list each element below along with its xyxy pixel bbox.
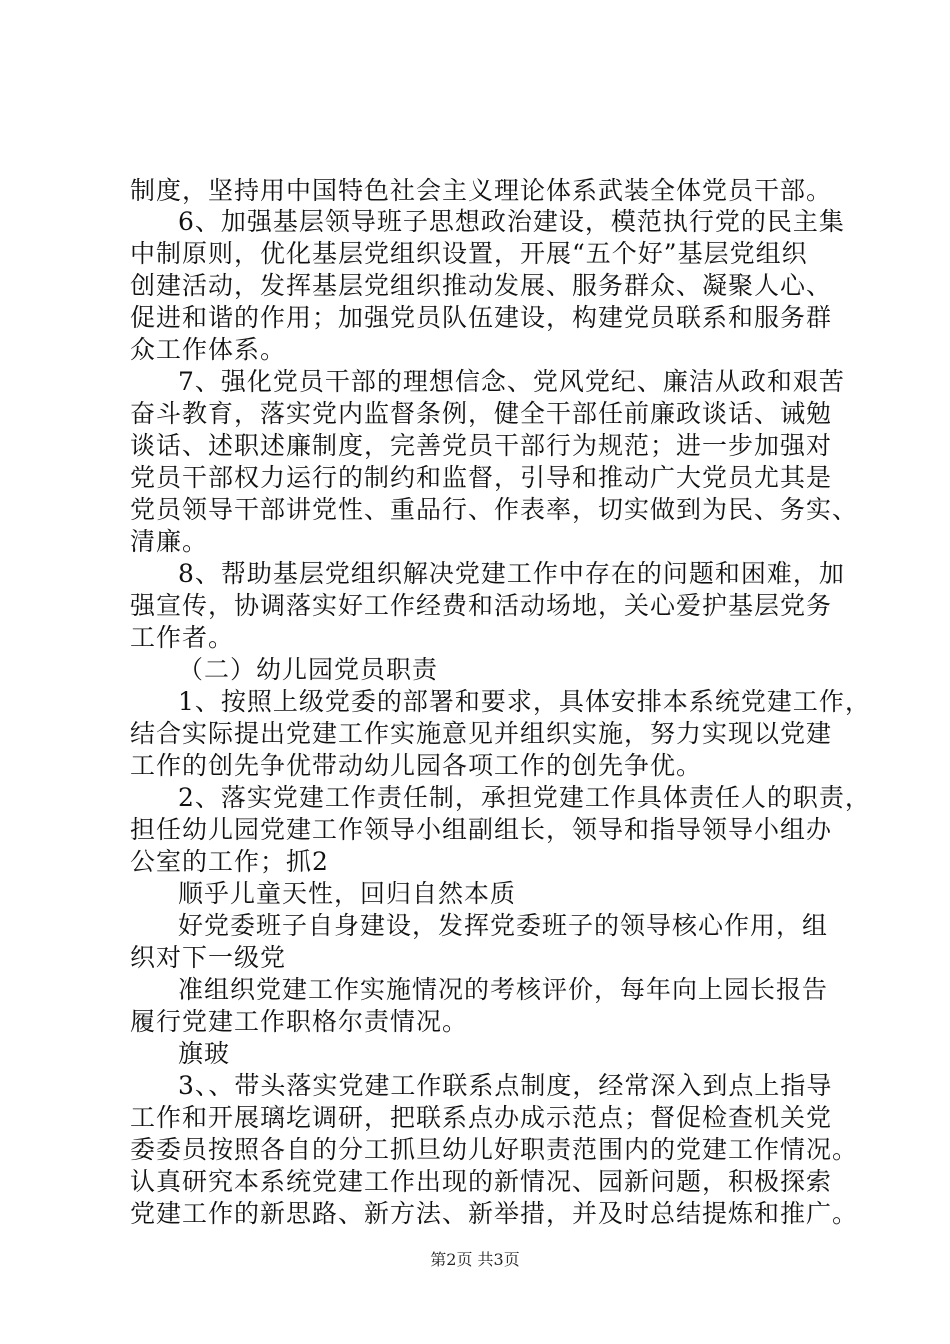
text-line: 党建工作的新思路、新方法、新举措，并及时总结提炼和推广。 <box>130 1199 859 1228</box>
text-line: 众工作体系。 <box>130 335 287 364</box>
inserted-slogan-line: 顺乎儿童天性，回归自然本质 <box>178 879 517 908</box>
text-line: 奋斗教育，落实党内监督条例，健全干部任前廉政谈话、诫勉 <box>130 399 833 428</box>
text-line: 认真研究本系统党建工作出现的新情况、园新问题，积极探索 <box>130 1167 833 1196</box>
text-line: 党员干部权力运行的制约和监督，引导和推动广大党员尤其是 <box>130 463 833 492</box>
text-line: 清廉。 <box>130 527 209 556</box>
text-line: 委委员按照各自的分工抓旦幼儿好职责范围内的党建工作情况。 <box>130 1135 859 1164</box>
text-line: 工作和开展璃圪调研，把联系点办成示范点；督促检查机关党 <box>130 1103 833 1132</box>
text-line: 中制原则，优化基层党组织设置，开展“五个好”基层党组织 <box>130 239 808 268</box>
text-line: 工作的创先争优带动幼儿园各项工作的创先争优。 <box>130 751 703 780</box>
text-line: 3、、带头落实党建工作联系点制度，经常深入到点上指导 <box>178 1071 833 1100</box>
text-line: 7、强化党员干部的理想信念、党风党纪、廉洁从政和艰苦 <box>178 367 845 396</box>
text-line: 好党委班子自身建设，发挥党委班子的领导核心作用，组 <box>178 911 829 940</box>
text-line: 制度，坚持用中国特色社会主义理论体系武装全体党员干部。 <box>130 176 833 205</box>
text-line: 强宣传，协调落实好工作经费和活动场地，关心爱护基层党务 <box>130 591 833 620</box>
text-line: 促进和谐的作用；加强党员队伍建设，构建党员联系和服务群 <box>130 303 833 332</box>
text-line: 工作者。 <box>130 623 235 652</box>
text-line: 8、帮助基层党组织解决党建工作中存在的问题和困难，加 <box>178 559 845 588</box>
text-line: 创建活动，发挥基层党组织推动发展、服务群众、凝聚人心、 <box>130 271 833 300</box>
text-line: 履行党建工作职格尔责情况。 <box>130 1007 469 1036</box>
text-line: 织对下一级党 <box>130 943 287 972</box>
text-line: 2、落实党建工作责任制，承担党建工作具体责任人的职责， <box>178 783 871 812</box>
text-line: 旗玻 <box>178 1039 231 1068</box>
text-line: 党员领导干部讲党性、重品行、作表率，切实做到为民、务实、 <box>130 495 859 524</box>
section-heading: （二）幼儿园党员职责 <box>178 655 439 684</box>
text-line: 谈话、述职述廉制度，完善党员干部行为规范；进一步加强对 <box>130 431 833 460</box>
text-line: 1、按照上级党委的部署和要求，具体安排本系统党建工作， <box>178 687 871 716</box>
text-line: 公室的工作；抓2 <box>130 847 329 876</box>
text-line: 6、加强基层领导班子思想政治建设，模范执行党的民主集 <box>178 207 845 236</box>
text-line: 准组织党建工作实施情况的考核评价，每年向上园长报告 <box>178 975 829 1004</box>
text-line: 担任幼儿园党建工作领导小组副组长，领导和指导领导小组办 <box>130 815 833 844</box>
page-number-footer: 第2页 共3页 <box>430 1250 520 1269</box>
text-line: 结合实际提出党建工作实施意见并组织实施，努力实现以党建 <box>130 719 833 748</box>
